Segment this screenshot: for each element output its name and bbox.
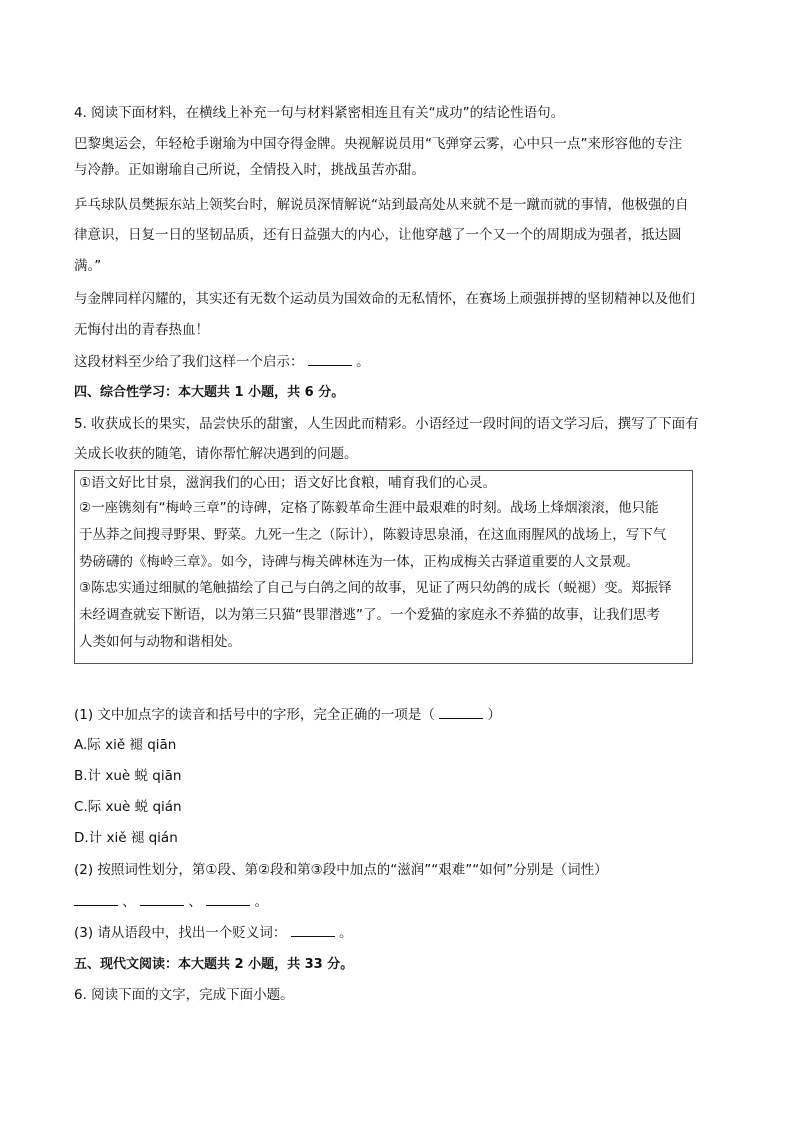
q4-para2-line2: 律意识，日复一日的坚韧品质，还有日益强大的内心，让他穿越了一个又一个的周期成为强者，抵达圆	[74, 227, 682, 243]
q5-sub1-blank[interactable]	[439, 704, 483, 719]
q5-sub1	[74, 704, 501, 725]
q5-intro-line2: 关成长收获的随笔，请你帮忙解决遇到的问题。	[74, 446, 358, 462]
q4-para2-line1: 乒乓球队员樊振东站上领奖台时，解说员深情解说“站到最高处从来就不是一蹴而就的事情，他极强的自	[74, 197, 689, 213]
q5-sub2-blank-1[interactable]	[74, 891, 118, 906]
q4-ask-text: 这段材料至少给了我们这样一个启示：	[74, 354, 304, 370]
passage-line-6: 未经调查就妄下断语，以为第三只猫“畏罪潜逃”了。一个爱猫的家庭永不养猫的故事，让我们思考	[79, 607, 660, 623]
q5-passage-box	[74, 470, 693, 664]
passage-line-4: 势磅礴的《梅岭三章》。如今，诗碑与梅关碑林连为一体，正构成梅关古驿道重要的人文景观。	[79, 554, 640, 570]
passage-line-7: 人类如何与动物和谐相处。	[79, 634, 241, 650]
q4-para3-line1: 与金牌同样闪耀的，其实还有无数个运动员为国效命的无私情怀，在赛场上顽强拼搏的坚韧精神以及他们	[74, 291, 695, 307]
passage-line-5: ③陈忠实通过细腻的笔触描绘了自己与白鸽之间的故事，见证了两只幼鸽的成长（蜕褪）变。郑振铎	[79, 580, 672, 596]
passage-line-1: ①语文好比甘泉，滋润我们的心田；语文好比食粮，哺育我们的心灵。	[79, 475, 497, 491]
q5-sub2-sep-2: 、	[188, 894, 202, 910]
section4-title: 四、综合性学习：本大题共 1 小题，共 6 分。	[74, 385, 345, 400]
q5-sub3-question: (3) 请从语段中，找出一个贬义词：	[74, 925, 287, 941]
q5-sub2-question: (2) 按照词性划分，第①段、第②段和第③段中加点的“滋润”“艰难”“如何”分别是（词性）	[74, 862, 608, 878]
passage-line-2: ②一座镌刻有“梅岭三章”的诗碑，定格了陈毅革命生涯中最艰难的时刻。战场上烽烟滚滚，他只能	[79, 500, 659, 516]
q4-prompt: 4. 阅读下面材料，在横线上补充一句与材料紧密相连且有关“成功”的结论性语句。	[74, 105, 565, 121]
q5-sub2-end: 。	[254, 894, 268, 910]
section5-title: 五、现代文阅读：本大题共 2 小题，共 33 分。	[74, 957, 354, 972]
q5-intro-line1: 5. 收获成长的果实，品尝快乐的甜蜜，人生因此而精彩。小语经过一段时间的语文学习后，撰写了下面有	[74, 416, 699, 432]
q4-ask-end: 。	[356, 354, 370, 370]
q4-para3-line2: 无悔付出的青春热血！	[74, 322, 209, 338]
option-b[interactable]: B.计 xuè 蜕 qiān	[74, 768, 182, 784]
q5-sub3-end: 。	[339, 925, 353, 941]
option-c[interactable]: C.际 xuè 蜕 qián	[74, 799, 182, 815]
option-d[interactable]: D.计 xiě 褪 qián	[74, 830, 178, 846]
q4-ask	[74, 351, 370, 372]
q4-para1-line2: 与冷静。正如谢瑜自己所说，全情投入时，挑战虽苦亦甜。	[74, 162, 425, 178]
q6-prompt: 6. 阅读下面的文字，完成下面小题。	[74, 987, 294, 1003]
q5-sub1-question: (1) 文中加点字的读音和括号中的字形，完全正确的一项是（	[74, 707, 435, 723]
q5-sub2-sep-1: 、	[122, 894, 136, 910]
q5-sub3-blank[interactable]	[291, 922, 335, 937]
q5-sub2-answers	[74, 891, 268, 912]
q4-para2-line3: 满。”	[74, 258, 102, 274]
option-a[interactable]: A.际 xiě 褪 qiān	[74, 737, 177, 753]
q4-para1-line1: 巴黎奥运会，年轻枪手谢瑜为中国夺得金牌。央视解说员用“飞弹穿云雾，心中只一点”来形容他的专注	[74, 136, 682, 152]
q4-answer-blank[interactable]	[308, 351, 352, 366]
passage-line-3: 于丛莽之间搜寻野果、野菜。九死一生之（际计），陈毅诗思泉涌，在这血雨腥风的战场上，写下气	[79, 527, 667, 543]
q5-sub2-blank-3[interactable]	[206, 891, 250, 906]
q5-sub2-blank-2[interactable]	[140, 891, 184, 906]
q5-sub3	[74, 922, 353, 943]
q5-sub1-close: ）	[487, 707, 502, 723]
